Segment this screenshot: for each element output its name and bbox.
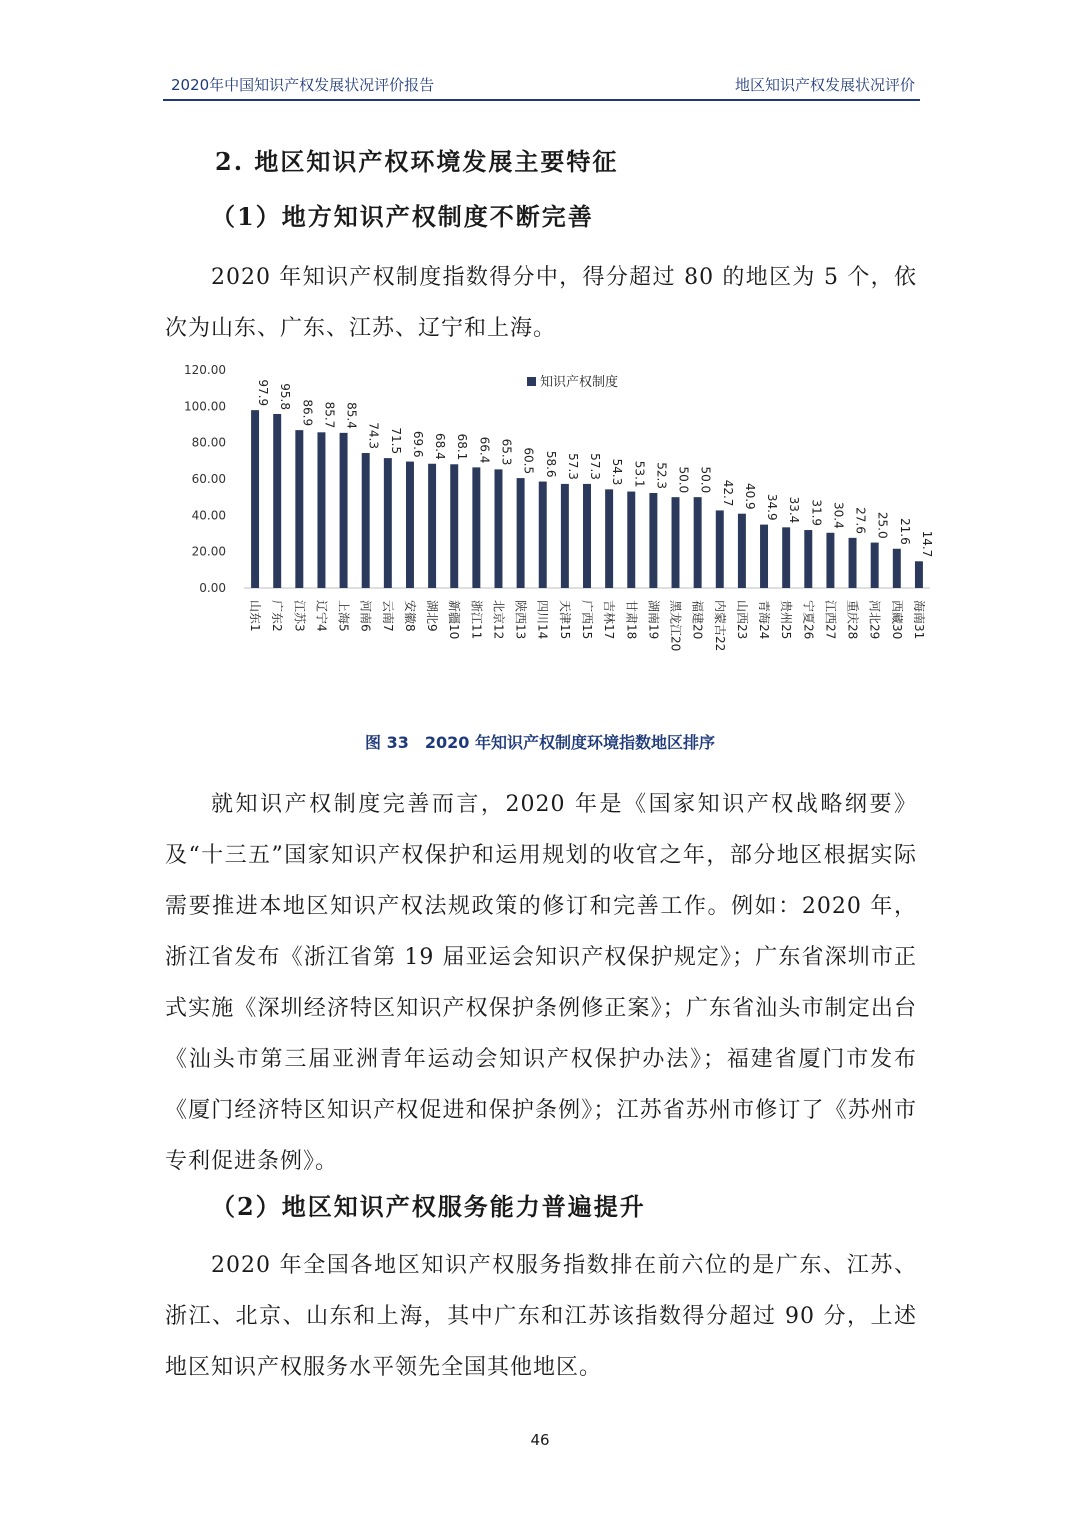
data-label: 97.9 [256,379,271,407]
data-label: 71.5 [388,427,403,455]
bar [495,469,503,588]
data-label: 34.9 [765,493,780,521]
bar [362,453,370,588]
bar [738,514,746,588]
category-label: 内蒙古22 [712,600,727,652]
category-label: 云南7 [380,600,395,632]
category-label: 青海24 [757,600,772,640]
data-label: 21.6 [897,518,912,545]
data-label: 95.8 [278,383,293,410]
category-label: 重庆28 [845,600,860,640]
bar [716,510,724,588]
bar-chart [160,355,940,685]
data-label: 57.3 [565,453,580,480]
bar [627,492,635,588]
bar [450,464,458,588]
paragraph-1: 2020 年知识产权制度指数得分中，得分超过 80 的地区为 5 个，依次为山东、广东、江苏、辽宁和上海。 [165,265,917,341]
bar [295,430,303,588]
bar [605,489,613,588]
category-label: 新疆10 [447,600,462,640]
data-label: 65.3 [499,438,514,466]
bar [804,530,812,588]
data-label: 14.7 [919,530,934,558]
bar [251,410,259,588]
bar [539,482,547,588]
data-label: 85.4 [344,402,359,429]
category-label: 天津15 [557,600,572,640]
bar [273,414,281,588]
category-label: 广东2 [270,600,285,632]
legend-label: 知识产权制度 [540,375,619,390]
category-label: 北京12 [491,600,506,640]
data-label: 40.9 [742,482,757,510]
bar [384,458,392,588]
y-tick-label: 0.00 [199,581,226,595]
category-label: 吉林17 [602,600,617,640]
bar [760,525,768,588]
subsection-heading-1: （1）地方知识产权制度不断完善 [211,202,594,231]
data-label: 57.3 [588,453,602,480]
bar [583,484,591,588]
data-label: 50.0 [676,466,691,494]
y-tick-label: 100.00 [184,399,226,414]
header-divider [163,99,920,101]
category-label: 陕西13 [513,600,528,640]
y-tick-label: 40.00 [191,508,226,523]
section-heading: 2. 地区知识产权环境发展主要特征 [215,147,619,176]
data-label: 50.0 [698,466,713,494]
y-tick-label: 20.00 [191,544,226,559]
category-label: 浙江11 [469,600,484,640]
paragraph-2: 就知识产权制度完善而言，2020 年是《国家知识产权战略纲要》及“十三五”国家知识产权保护和运用规划的收官之年，部分地区根据实际需要推进本地区知识产权法规政策的修订和完善工作。例如：2020 年，浙江省发布《浙江省第 19 届亚运会知识产权保护规定》；广东省深圳市正式实施《深圳经济特区知识产权保护条例修正案》；广东省汕头市制定出台《汕头市第三届亚洲青年运动会知识产权保护办法》；福建省厦门市发布《厦门经济特区知识产权促进和保护条例》；江苏省苏州市修订了《苏州市专利促进条例》。 [165,792,917,1174]
data-label: 58.6 [543,450,558,478]
page-number: 46 [530,1431,550,1449]
category-label: 广西15 [580,600,594,640]
category-label: 福建20 [690,600,705,640]
bar [915,561,923,588]
data-label: 30.4 [831,502,846,529]
category-label: 河南6 [358,600,373,632]
header-section-title: 地区知识产权发展状况评价 [734,76,915,94]
data-label: 74.3 [366,422,381,450]
category-label: 四川14 [535,600,550,640]
data-label: 69.6 [410,430,425,458]
category-label: 海南31 [911,600,926,640]
category-label: 湖南19 [646,600,661,640]
data-label: 85.7 [322,401,337,429]
data-label: 33.4 [787,496,802,524]
data-label: 86.9 [300,399,315,427]
category-label: 山东1 [248,600,263,632]
category-label: 江西27 [823,600,838,640]
y-tick-label: 60.00 [191,472,226,486]
data-label: 66.4 [477,436,492,464]
bar [317,432,325,588]
category-label: 上海5 [336,600,351,632]
bar [340,433,348,588]
data-label: 68.4 [433,433,448,460]
data-label: 68.1 [455,433,470,461]
bar [472,467,480,588]
category-label: 宁夏26 [801,600,816,640]
data-label: 52.3 [654,462,669,489]
category-label: 西藏30 [889,600,904,640]
subsection-heading-2: （2）地区知识产权服务能力普遍提升 [211,1192,646,1221]
bar [406,462,414,588]
bar [649,493,657,588]
category-label: 黑龙江20 [668,600,683,652]
bar [561,484,569,588]
category-label: 贵州25 [779,600,794,640]
category-label: 湖北9 [425,600,440,632]
legend-swatch [527,377,536,386]
category-label: 山西23 [734,600,749,640]
paragraph-3: 2020 年全国各地区知识产权服务指数排在前六位的是广东、江苏、浙江、北京、山东和上海，其中广东和江苏该指数得分超过 90 分，上述地区知识产权服务水平领先全国其他地区。 [165,1253,917,1380]
data-label: 31.9 [809,499,824,527]
data-label: 27.6 [853,507,868,534]
category-label: 江苏3 [292,600,307,632]
y-tick-label: 120.00 [184,363,226,377]
bar [672,497,680,588]
bar [694,497,702,588]
category-label: 辽宁4 [314,600,329,632]
y-tick-label: 80.00 [191,435,226,450]
bar [428,464,436,588]
data-label: 42.7 [720,479,735,507]
category-label: 甘肃18 [624,600,639,640]
data-label: 60.5 [521,447,536,475]
header-report-title: 2020年中国知识产权发展状况评价报告 [171,76,435,94]
category-label: 安徽8 [402,600,417,632]
bar [826,533,834,588]
figure-caption: 图 33 2020 年知识产权制度环境指数地区排序 [365,733,715,752]
bar [893,549,901,588]
data-label: 53.1 [632,460,647,488]
bar [517,478,525,588]
bar [871,543,879,588]
bar [782,527,790,588]
bar [849,538,857,588]
data-label: 54.3 [610,458,625,486]
category-label: 河北29 [867,600,882,640]
data-label: 25.0 [875,511,890,539]
